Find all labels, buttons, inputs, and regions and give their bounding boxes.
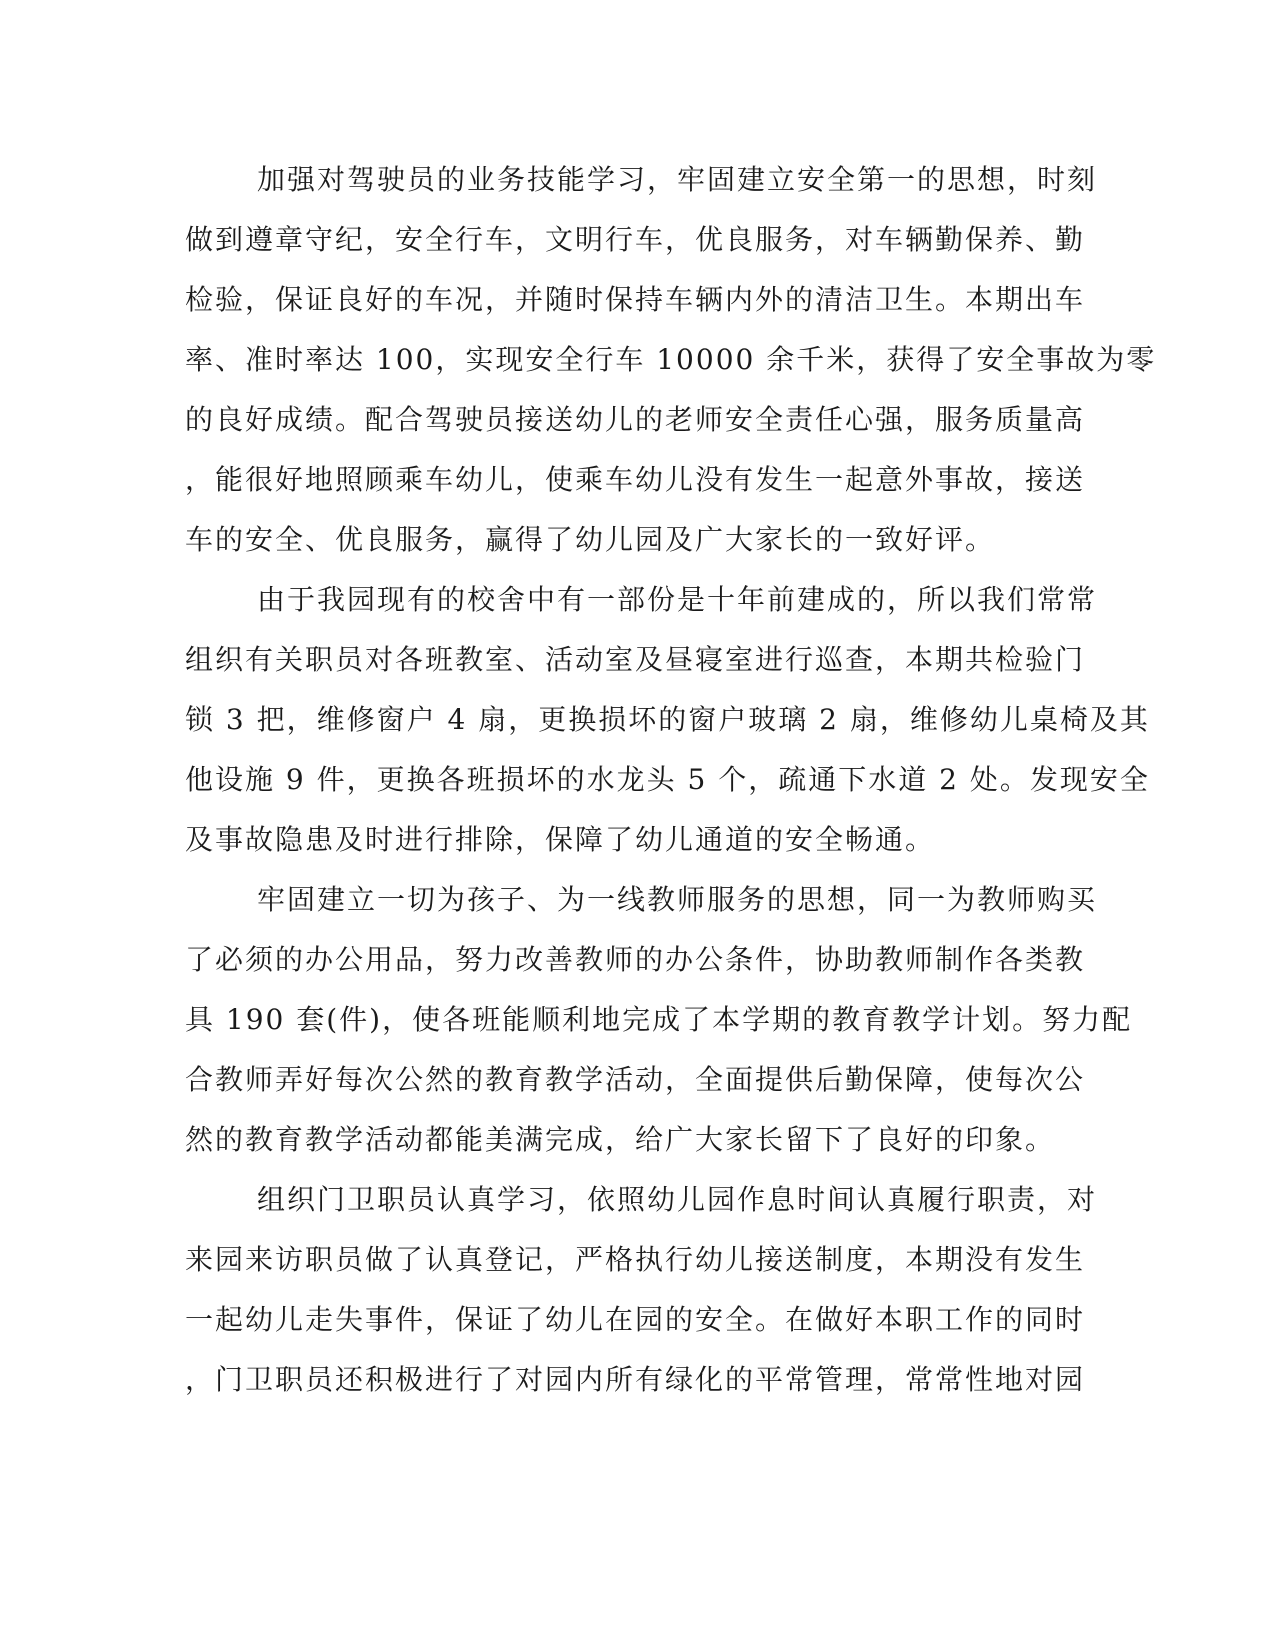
paragraph-1-line-7: 车的安全、优良服务，赢得了幼儿园及广大家长的一致好评。 xyxy=(185,523,996,556)
paragraph-4-line-3: 一起幼儿走失事件，保证了幼儿在园的安全。在做好本职工作的同时 xyxy=(185,1303,1086,1336)
paragraph-3-line-2: 了必须的办公用品，努力改善教师的办公条件，协助教师制作各类教 xyxy=(185,943,1086,976)
paragraph-1-line-2: 做到遵章守纪，安全行车，文明行车，优良服务，对车辆勤保养、勤 xyxy=(185,223,1086,256)
paragraph-2-line-3: 锁 3 把，维修窗户 4 扇，更换损坏的窗户玻璃 2 扇，维修幼儿桌椅及其 xyxy=(185,703,1150,736)
paragraph-3-line-5: 然的教育教学活动都能美满完成，给广大家长留下了良好的印象。 xyxy=(185,1123,1056,1156)
paragraph-2-line-2: 组织有关职员对各班教室、活动室及昼寝室进行巡查，本期共检验门 xyxy=(185,643,1086,676)
paragraph-1-line-6: ，能很好地照顾乘车幼儿，使乘车幼儿没有发生一起意外事故，接送 xyxy=(185,463,1086,496)
paragraph-4-line-1: 组织门卫职员认真学习，依照幼儿园作息时间认真履行职责，对 xyxy=(257,1183,1098,1216)
paragraph-3-line-4: 合教师弄好每次公然的教育教学活动，全面提供后勤保障，使每次公 xyxy=(185,1063,1086,1096)
paragraph-2-line-5: 及事故隐患及时进行排除，保障了幼儿通道的安全畅通。 xyxy=(185,823,936,856)
paragraph-1-line-4: 率、准时率达 100，实现安全行车 10000 余千米，获得了安全事故为零 xyxy=(185,343,1157,376)
paragraph-4-line-2: 来园来访职员做了认真登记，严格执行幼儿接送制度，本期没有发生 xyxy=(185,1243,1086,1276)
paragraph-1-line-5: 的良好成绩。配合驾驶员接送幼儿的老师安全责任心强，服务质量高 xyxy=(185,403,1086,436)
paragraph-1-line-3: 检验，保证良好的车况，并随时保持车辆内外的清洁卫生。本期出车 xyxy=(185,283,1086,316)
paragraph-3-line-3: 具 190 套(件)，使各班能顺利地完成了本学期的教育教学计划。努力配 xyxy=(185,1003,1133,1036)
paragraph-4-line-4: ，门卫职员还积极进行了对园内所有绿化的平常管理，常常性地对园 xyxy=(185,1363,1086,1396)
paragraph-2-line-1: 由于我园现有的校舍中有一部份是十年前建成的，所以我们常常 xyxy=(257,583,1098,616)
paragraph-1-line-1: 加强对驾驶员的业务技能学习，牢固建立安全第一的思想，时刻 xyxy=(257,163,1098,196)
paragraph-3-line-1: 牢固建立一切为孩子、为一线教师服务的思想，同一为教师购买 xyxy=(257,883,1098,916)
paragraph-2-line-4: 他设施 9 件，更换各班损坏的水龙头 5 个，疏通下水道 2 处。发现安全 xyxy=(185,763,1150,796)
